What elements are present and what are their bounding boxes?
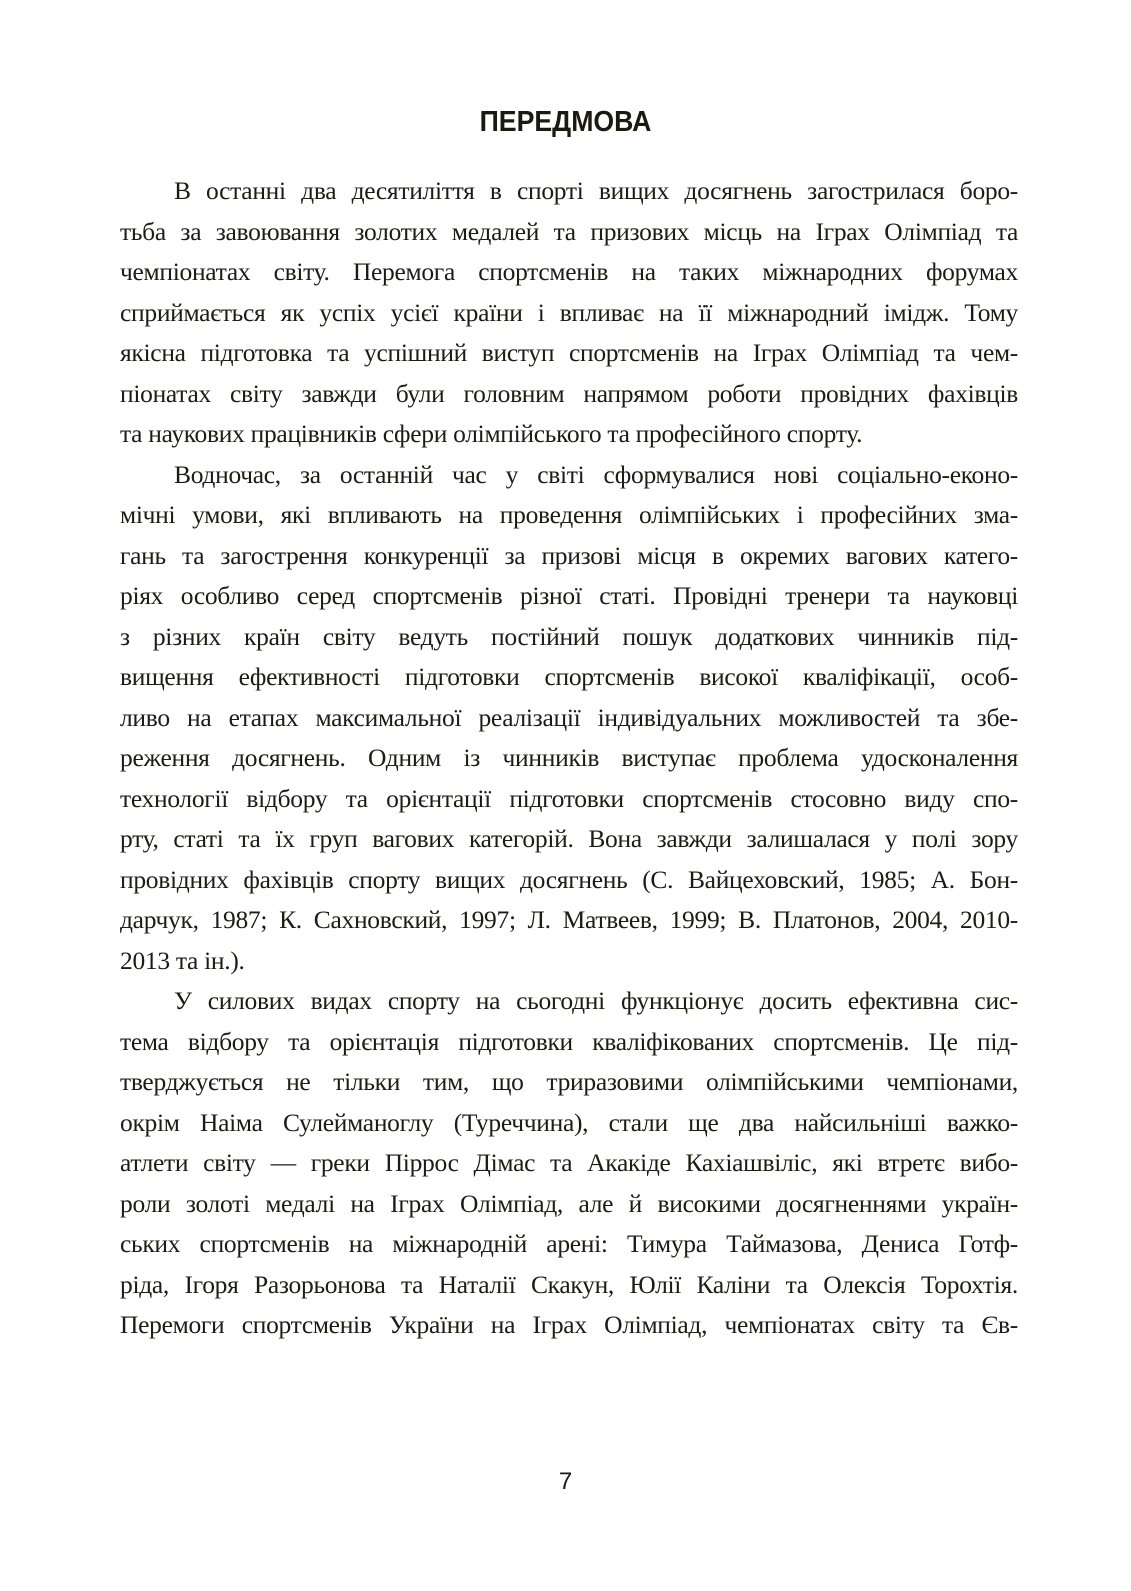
text-line: провідних фахівців спорту вищих досягнень (С. Вайцеховский, 1985; А. Бон-	[120, 864, 1018, 894]
text-line: У силових видах спорту на сьогодні функціонує досить ефективна сис-	[174, 986, 1018, 1015]
text-line: піонатах світу завжди були головним напрямом роботи провідних фахівців	[120, 378, 1018, 408]
text-line: реження досягнень. Одним із чинників виступає проблема удосконалення	[120, 743, 1018, 772]
text-line: тверджується не тільки тим, що триразовими олімпійськими чемпіонами,	[120, 1067, 1018, 1096]
text-line: вищення ефективності підготовки спортсменів високої кваліфікації, особ-	[120, 662, 1018, 691]
text-line: ріда, Ігоря Разорьонова та Наталії Скакун, Юлії Каліни та Олексія Торохтія.	[120, 1269, 1018, 1299]
text-line: роли золоті медалі на Іграх Олімпіад, але й високими досягненнями україн-	[120, 1188, 1018, 1218]
text-line: мічні умови, які впливають на проведення олімпійських і професійних зма-	[120, 500, 1018, 529]
text-line: з різних країн світу ведуть постійний пошук додаткових чинників під-	[120, 621, 1018, 651]
paragraph-3	[120, 981, 1018, 1346]
page-title: ПЕРЕДМОВА	[479, 106, 652, 138]
text-line: тьба за завоювання золотих медалей та призових місць на Іграх Олімпіад та	[120, 216, 1018, 246]
text-line: сприймається як успіх усієї країни і впливає на її міжнародний імідж. Тому	[120, 297, 1018, 327]
text-line: В останні два десятиліття в спорті вищих досягнень загострилася боро-	[174, 176, 1018, 205]
paragraph-1	[120, 171, 1018, 455]
text-line: гань та загострення конкуренції за призові місця в окремих вагових катего-	[120, 540, 1018, 570]
text-line: технології відбору та орієнтації підготовки спортсменів стосовно виду спо-	[120, 783, 1018, 813]
text-line: рту, статі та їх груп вагових категорій. Вона завжди залишалася у полі зору	[120, 824, 1018, 853]
text-line: тема відбору та орієнтація підготовки кваліфікованих спортсменів. Це під-	[120, 1026, 1018, 1056]
text-line: чемпіонатах світу. Перемога спортсменів на таких міжнародних форумах	[120, 257, 1018, 286]
text-line: окрім Наіма Сулейманоглу (Туреччина), стали ще два найсильніші важко-	[120, 1107, 1018, 1137]
text-line: дарчук, 1987; К. Сахновский, 1997; Л. Матвеев, 1999; В. Платонов, 2004, 2010-	[120, 905, 1018, 934]
paragraph-2	[120, 455, 1018, 982]
text-line: та наукових працівників сфери олімпійського та професійного спорту.	[120, 419, 863, 448]
text-line: 2013 та ін.).	[120, 945, 245, 975]
text-line: якісна підготовка та успішний виступ спортсменів на Іграх Олімпіад та чем-	[120, 338, 1018, 367]
text-line: Перемоги спортсменів України на Іграх Олімпіад, чемпіонатах світу та Єв-	[120, 1310, 1018, 1339]
body-text	[120, 171, 1018, 1346]
text-line: атлети світу — греки Піррос Дімас та Акакіде Кахіашвіліс, які втретє вибо-	[120, 1148, 1018, 1177]
page-number: 7	[558, 1468, 573, 1495]
text-line: ріях особливо серед спортсменів різної статі. Провідні тренери та науковці	[120, 581, 1018, 610]
text-line: ських спортсменів на міжнародній арені: Тимура Таймазова, Дениса Готф-	[120, 1229, 1018, 1258]
text-line: Водночас, за останній час у світі сформувалися нові соціально-еконо-	[174, 459, 1018, 489]
text-line: ливо на етапах максимальної реалізації індивідуальних можливостей та збе-	[120, 702, 1018, 732]
